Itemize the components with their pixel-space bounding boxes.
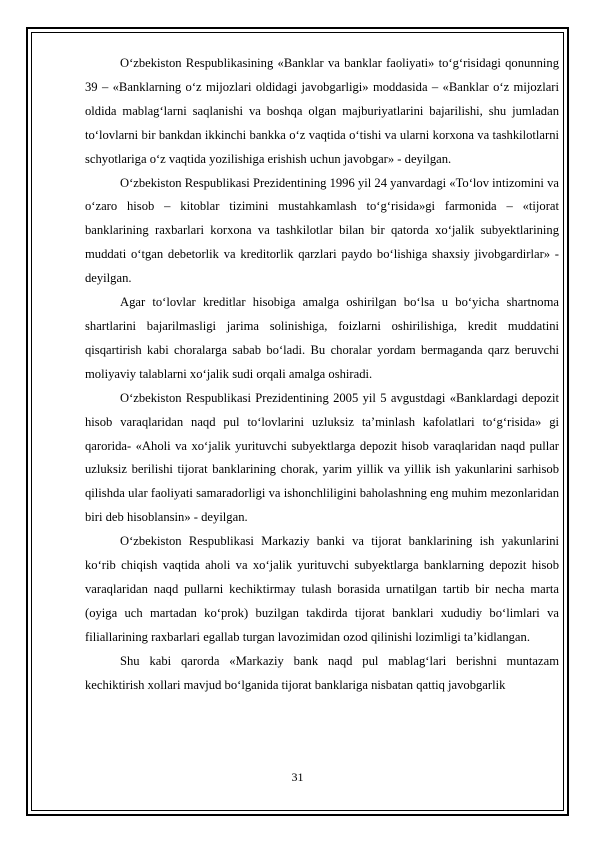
paragraph-credit-payments: Agar to‘lovlar kreditlar hisobiga amalga oshirilgan bo‘lsa u bo‘yicha shartnoma shartlarini bajarilmasligi jarima solinishiga, foizlarni oshirilishiga, kredit muddatini qisqartirish kabi choralarga sabab bo‘ladi. Bu choralar yordam bermaganda qarz beruvchi moliyaviy talablarni xo‘jalik sudi orqali amalga oshiradi. [85,295,559,381]
document-body [85,52,559,697]
paragraph-president-resolution-2005: O‘zbekiston Respublikasi Prezidentining 2005 yil 5 avgustdagi «Banklardagi depozit hisob varaqlaridan naqd pul to‘lovlarini uzluksiz ta’minlash kafolatlari to‘g‘risida» gi qarorida- «Aholi va xo‘jalik yurituvchi subyektlarga depozit hisob varaqlaridan naqd pullar uzluksiz berilishi tijorat banklarining chorak, yarim yillik va yillik ish yakunlarini sarhisob qilishda ular faoliyati samaradorligi va ishonchliligini baholashning eng muhim mezonlaridan biri deb hisoblansin» - deyilgan. [85,390,559,525]
paragraph-central-bank-review: O‘zbekiston Respublikasi Markaziy banki va tijorat banklarining ish yakunlarini ko‘rib chiqish vaqtida aholi va xo‘jalik yurituvchi subyektlarga banklarning depozit hisob varaqlaridan naqd pullarni kechiktirmay tulash borasida urnatilgan tartib bir necha marta (oyiga uch martadan ko‘prok) buzilgan takdirda tijorat banklari xududiy bo‘limlari va filiallarining raxbarlari egallab turgan lavozimidan ozod qilinishi lozimligi ta’kidlangan. [85,534,559,644]
page-number: 31 [291,770,304,784]
paragraph-central-bank-cash: Shu kabi qarorda «Markaziy bank naqd pul mablag‘lari berishni muntazam kechiktirish xollari mavjud bo‘lganida tijorat banklariga nisbatan qattiq javobgarlik [85,653,559,692]
paragraph-banks-law-article-39: O‘zbekiston Respublikasining «Banklar va banklar faoliyati» to‘g‘risidagi qonunning 39 – «Banklarning o‘z mijozlari oldidagi javobgarligi» moddasida – «Banklar o‘z mijozlari oldida mablag‘larni saqlanishi va boshqa olgan majburiyatlarini bajarilishi, shu jumladan to‘lovlarni bir bankdan ikkinchi bankka o‘z vaqtida o‘tishi va ularni korxona va tashkilotlarni schyotlariga o‘z vaqtida yozilishiga erishish uchun javobgar» - deyilgan. [85,56,559,166]
paragraph-president-decree-1996: O‘zbekiston Respublikasi Prezidentining 1996 yil 24 yanvardagi «To‘lov intizomini va o‘zaro hisob – kitoblar tizimini mustahkamlash to‘g‘risida»gi farmonida – «tijorat banklarining raxbarlari korxona va tashkilotlar bilan bir qatorda xo‘jalik subyektlarining muddati o‘tgan debetorlik va kreditorlik qarzlari paydo bo‘lishiga shaxsiy jivobgardirlar» - deyilgan. [85,175,559,286]
